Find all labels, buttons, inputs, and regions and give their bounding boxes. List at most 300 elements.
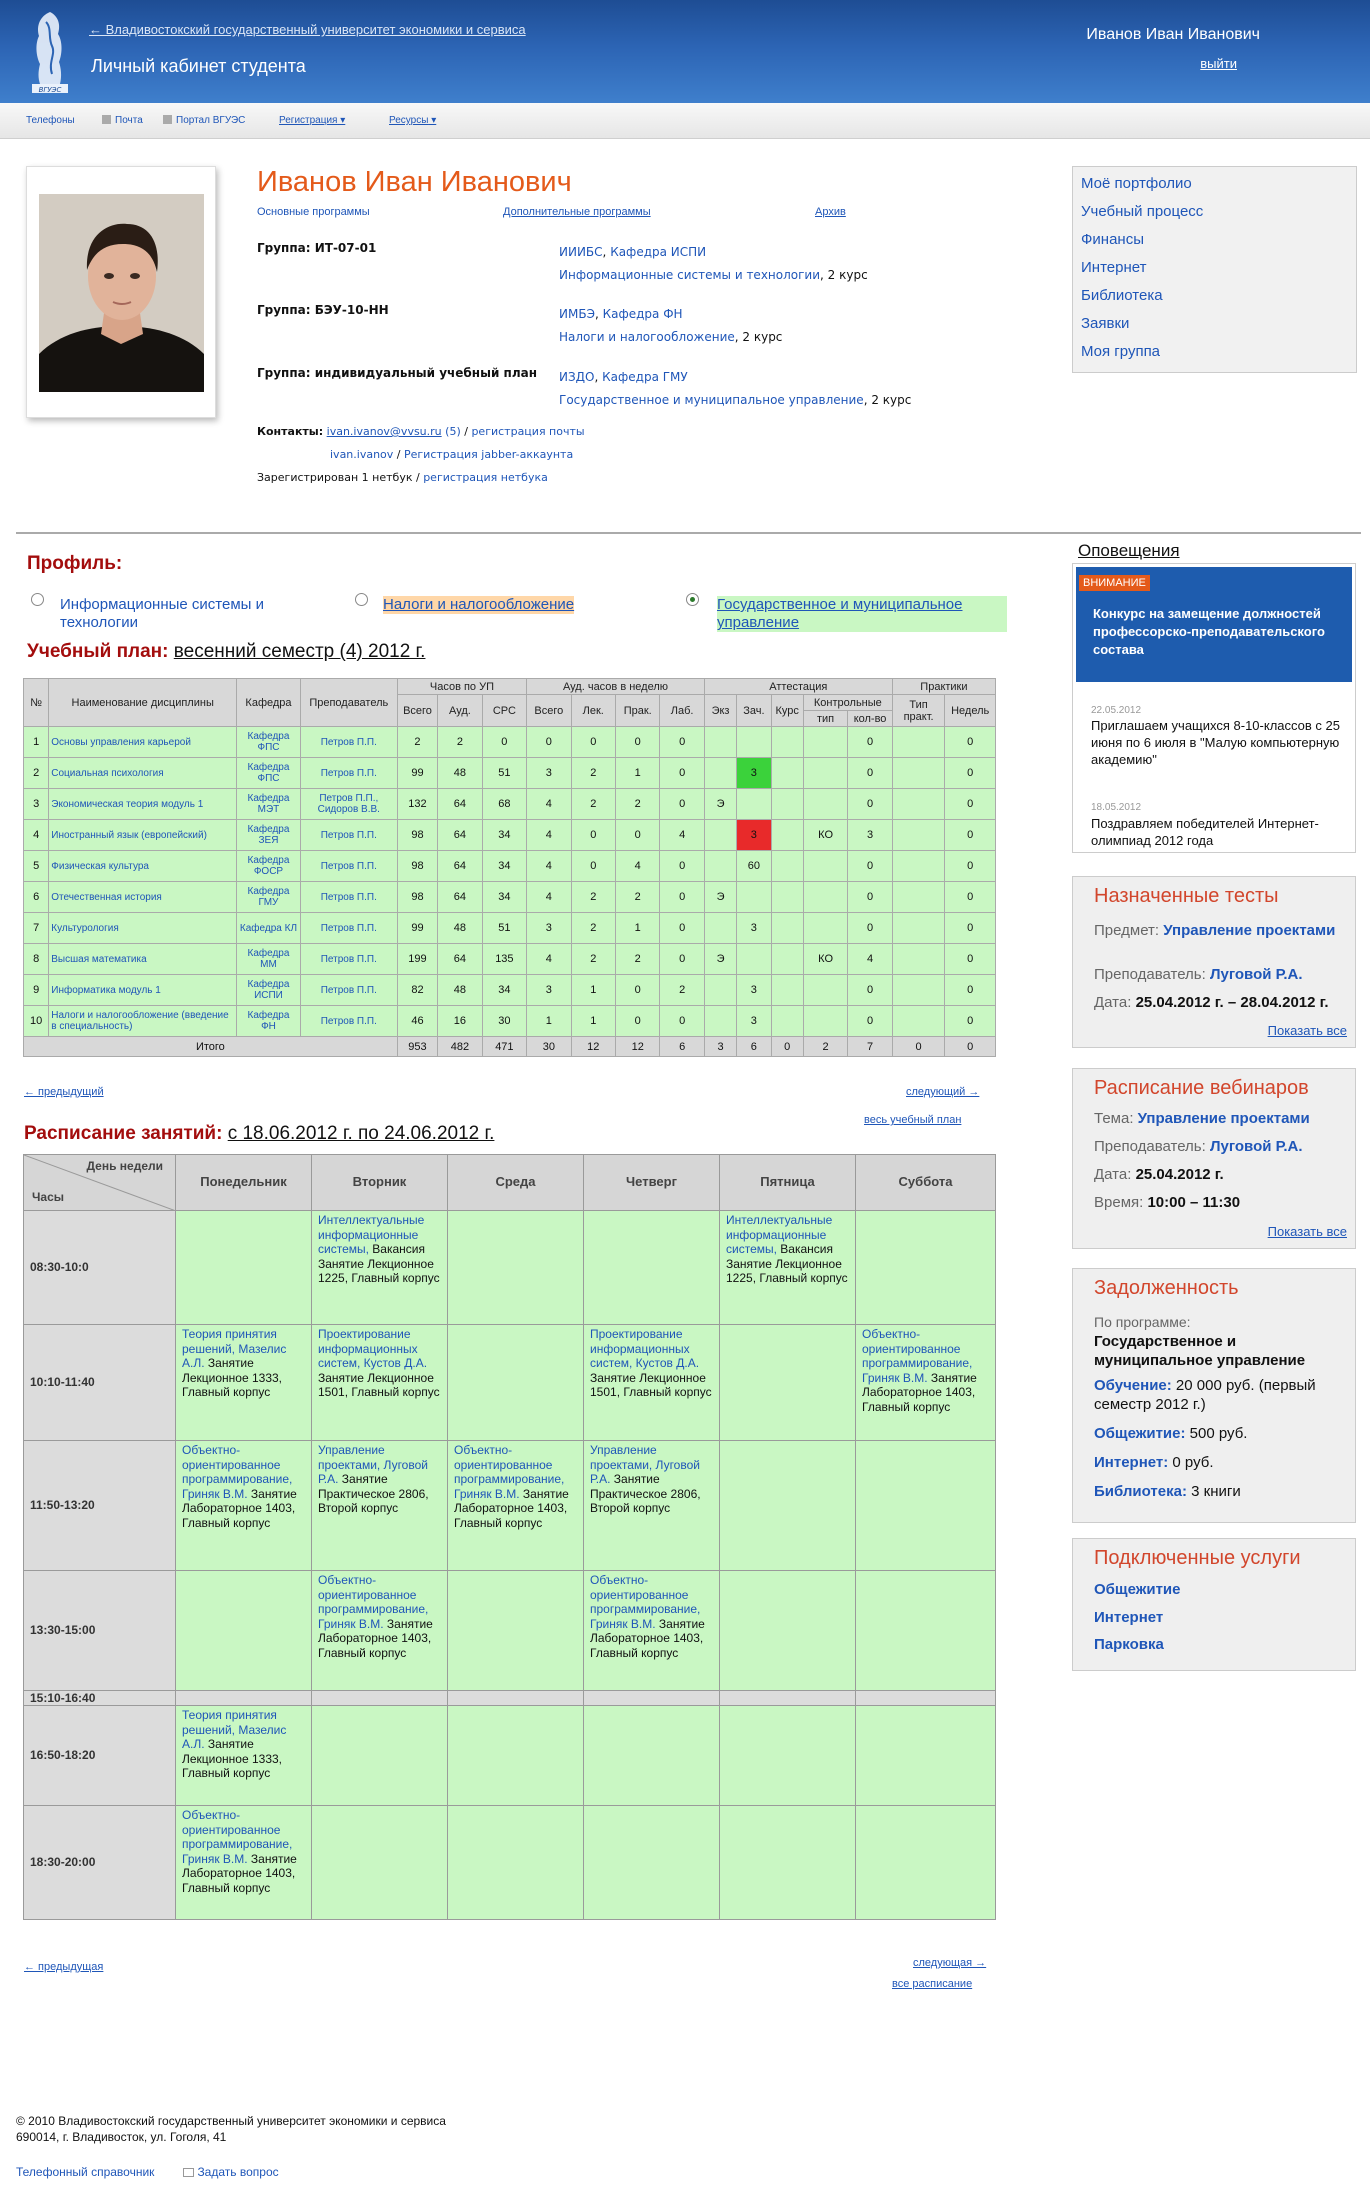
notification-featured-text: Конкурс на замещение должностей профессорско-преподавательского состава [1093, 606, 1325, 657]
profile-radio-1[interactable] [31, 593, 44, 606]
profile-radio-3[interactable] [686, 593, 699, 606]
lesson-subject[interactable]: Проектирование информационных систем, Кустов Д.А. [318, 1327, 428, 1370]
plan-cell: 64 [438, 882, 482, 913]
col-teacher: Преподаватель [300, 679, 397, 727]
schedule-title: Расписание занятий: с 18.06.2012 г. по 24.06.2012 г. [24, 1123, 495, 1144]
plan-cell: 51 [482, 913, 526, 944]
plan-cell: 2 [660, 975, 704, 1006]
student-photo-frame [26, 166, 216, 418]
plan-cell: 0 [848, 727, 893, 758]
lesson-details: Занятие Лекционное 1333, Главный корпус [182, 1737, 283, 1780]
plan-total-cell: 482 [438, 1037, 482, 1057]
plan-cell: 3 [737, 1006, 771, 1037]
group-label-3: Группа: индивидуальный учебный план [257, 366, 538, 380]
col-name: Наименование дисциплины [49, 679, 237, 727]
webinar-teacher-link[interactable]: Луговой Р.А. [1209, 1138, 1303, 1155]
nav-portal[interactable]: Портал ВГУЭС [163, 115, 245, 126]
plan-cell: 64 [438, 820, 482, 851]
service-parking[interactable]: Парковка [1094, 1636, 1164, 1653]
schedule-cell [448, 1211, 584, 1325]
plan-cell: 64 [438, 851, 482, 882]
schedule-next-link[interactable]: следующая → [913, 1957, 987, 1969]
plan-cell: 8 [24, 944, 49, 975]
lesson-details: Занятие Лабораторное 1403, Главный корпус [590, 1616, 705, 1660]
schedule-cell[interactable] [312, 1325, 448, 1441]
plan-all-link[interactable]: весь учебный план [864, 1114, 962, 1126]
plan-cell: 0 [945, 944, 996, 975]
webinars-widget [1072, 1068, 1356, 1249]
notifications-panel [1072, 563, 1356, 853]
dept-link[interactable]: Кафедра ФОСР [237, 851, 301, 882]
webinars-show-all[interactable]: Показать все [1267, 1224, 1347, 1239]
dept-link-3[interactable]: Кафедра ГМУ [602, 370, 688, 384]
group-label-2: Группа: БЭУ-10-НН [257, 303, 389, 317]
plan-cell [737, 944, 771, 975]
tests-subject-link[interactable]: Управление проектами [1163, 922, 1336, 939]
program-link-3[interactable]: Государственное и муниципальное управление [559, 393, 864, 407]
plan-cell: Э [704, 944, 736, 975]
dept-link[interactable]: Кафедра КЛ [237, 913, 301, 944]
day-saturday: Суббота [856, 1155, 996, 1211]
dept-link[interactable]: Кафедра ФПС [237, 758, 301, 789]
plan-cell: 0 [945, 758, 996, 789]
plan-total-cell: 30 [527, 1037, 571, 1057]
plan-row [24, 789, 996, 820]
plan-cell: 48 [438, 975, 482, 1006]
plan-cell [803, 1006, 847, 1037]
col-ekz: Экз [704, 695, 736, 727]
plan-cell: 46 [397, 1006, 437, 1037]
plan-cell: 3 [848, 820, 893, 851]
dept-link[interactable]: Кафедра ИСПИ [237, 975, 301, 1006]
tab-extra-programs[interactable]: Дополнительные программы [503, 206, 651, 218]
dept-link[interactable]: Кафедра ГМУ [237, 882, 301, 913]
university-logo [26, 8, 74, 94]
schedule-cell[interactable] [720, 1211, 856, 1325]
study-plan-table [23, 678, 996, 1057]
plan-cell: 34 [482, 851, 526, 882]
lesson-subject[interactable]: Теория принятия решений, Мазелис А.Л. [182, 1327, 287, 1370]
schedule-cell[interactable] [584, 1571, 720, 1691]
lesson-details: Вакансия Занятие Лекционное 1225, Главный корпус [726, 1242, 848, 1285]
discipline-link[interactable]: Информатика модуль 1 [49, 975, 237, 1006]
plan-cell [704, 851, 736, 882]
schedule-corner: День недели Часы [24, 1155, 176, 1211]
notifications-title[interactable]: Оповещения [1078, 541, 1180, 560]
top-nav [0, 103, 1370, 139]
profile-option-1[interactable]: Информационные системы и технологии [60, 596, 264, 631]
schedule-cell[interactable] [584, 1325, 720, 1441]
tab-archive[interactable]: Архив [815, 206, 846, 218]
lesson-subject[interactable]: Интеллектуальные информационные системы, [318, 1213, 425, 1256]
plan-row [24, 1006, 996, 1037]
schedule-break-cell [584, 1691, 720, 1706]
schedule-cell[interactable] [176, 1806, 312, 1920]
schedule-cell[interactable] [856, 1325, 996, 1441]
notification-text[interactable]: Приглашаем учащихся 8-10-классов с 25 июня по 6 июля в "Малую компьютерную академию" [1091, 718, 1340, 767]
lesson-details: Занятие Лекционное 1501, Главный корпус [590, 1370, 712, 1399]
plan-title: Учебный план: весенний семестр (4) 2012 г. [27, 641, 426, 662]
dept-link-2[interactable]: Кафедра ФН [602, 307, 683, 321]
plan-cell [771, 727, 803, 758]
plan-cell [771, 1006, 803, 1037]
webinar-date: Дата: 25.04.2012 г. [1094, 1166, 1224, 1183]
plan-cell: 0 [615, 820, 659, 851]
plan-prev-link[interactable]: ← предыдущий [24, 1086, 104, 1098]
schedule-cell [176, 1211, 312, 1325]
lesson-details: Занятие Лабораторное 1403, Главный корпус [182, 1486, 297, 1530]
schedule-cell[interactable] [312, 1441, 448, 1571]
plan-cell [803, 882, 847, 913]
plan-cell: 4 [527, 851, 571, 882]
schedule-prev-link[interactable]: ← предыдущая [24, 1961, 104, 1973]
plan-cell [892, 975, 945, 1006]
lesson-subject[interactable]: Проектирование информационных систем, Кустов Д.А. [590, 1327, 700, 1370]
plan-cell: 4 [527, 944, 571, 975]
schedule-cell[interactable] [176, 1325, 312, 1441]
plan-cell [771, 758, 803, 789]
plan-cell [803, 789, 847, 820]
col-weeks: Недель [945, 695, 996, 727]
lesson-details: Занятие Лабораторное 1403, Главный корпус [182, 1851, 297, 1895]
footer-copyright: © 2010 Владивостокский государственный университет экономики и сервиса 690014, г. Владивосток, ул. Гоголя, 41 [16, 2114, 446, 2144]
portal-icon [163, 115, 172, 124]
plan-cell: 48 [438, 913, 482, 944]
plan-cell [771, 820, 803, 851]
plan-cell: 2 [615, 789, 659, 820]
plan-cell: 0 [660, 727, 704, 758]
plan-cell: 1 [24, 727, 49, 758]
tests-teacher-link[interactable]: Луговой Р.А. [1209, 966, 1303, 983]
plan-total-cell: 6 [660, 1037, 704, 1057]
day-monday: Понедельник [176, 1155, 312, 1211]
site-header [0, 0, 1370, 103]
svg-text:ВГУЭС: ВГУЭС [38, 86, 62, 94]
profile-radio-2[interactable] [355, 593, 368, 606]
cabinet-title: Личный кабинет студента [91, 56, 306, 76]
col-zach: Зач. [737, 695, 771, 727]
lesson-details: Занятие Практическое 2806, Второй корпус [318, 1472, 429, 1515]
inst-link-2[interactable]: ИМБЭ [559, 307, 595, 321]
dept-link[interactable]: Кафедра ФПС [237, 727, 301, 758]
plan-cell: 2 [571, 913, 615, 944]
webinar-theme: Тема: Управление проектами [1094, 1110, 1310, 1127]
discipline-link[interactable]: Физическая культура [49, 851, 237, 882]
plan-cell: 99 [397, 913, 437, 944]
plan-cell: 1 [615, 758, 659, 789]
email-link[interactable]: ivan.ivanov@vvsu.ru [326, 425, 442, 438]
lesson-subject[interactable]: Интеллектуальные информационные системы, [726, 1213, 833, 1256]
plan-cell: 2 [571, 758, 615, 789]
plan-row [24, 944, 996, 975]
day-wednesday: Среда [448, 1155, 584, 1211]
lesson-details: Занятие Лабораторное 1403, Главный корпус [318, 1616, 433, 1660]
col-practice: Практики [892, 679, 995, 695]
plan-cell: 4 [527, 789, 571, 820]
debt-title: Задолженность [1094, 1277, 1239, 1299]
col-total: Всего [397, 695, 437, 727]
day-tuesday: Вторник [312, 1155, 448, 1211]
plan-cell: 0 [571, 727, 615, 758]
plan-cell [704, 1006, 736, 1037]
col-num: № [24, 679, 49, 727]
plan-cell: 1 [615, 913, 659, 944]
plan-cell: 0 [848, 882, 893, 913]
col-kol: кол-во [848, 711, 893, 727]
lesson-subject[interactable]: Объектно-ориентированное программирование, Гриняк В.М. [862, 1327, 973, 1385]
discipline-link[interactable]: Иностранный язык (европейский) [49, 820, 237, 851]
col-kurs: Курс [771, 695, 803, 727]
teacher-link[interactable]: Петров П.П. [300, 758, 397, 789]
plan-cell: 0 [660, 913, 704, 944]
plan-cell [704, 727, 736, 758]
inst-link-1[interactable]: ИИИБС [559, 245, 603, 259]
plan-cell: 199 [397, 944, 437, 975]
plan-cell: 3 [737, 820, 771, 851]
teacher-link[interactable]: Петров П.П., Сидоров В.В. [300, 789, 397, 820]
discipline-link[interactable]: Экономическая теория модуль 1 [49, 789, 237, 820]
menu-portfolio[interactable]: Моё портфолио [1081, 175, 1192, 192]
nav-phones[interactable]: Телефоны [26, 115, 75, 126]
plan-cell: 0 [615, 1006, 659, 1037]
debt-library: Библиотека: 3 книги [1094, 1483, 1241, 1500]
plan-cell [704, 913, 736, 944]
teacher-link[interactable]: Петров П.П. [300, 851, 397, 882]
plan-cell: 0 [945, 975, 996, 1006]
menu-library[interactable]: Библиотека [1081, 287, 1163, 304]
lesson-subject[interactable]: Объектно-ориентированное программирование, Гриняк В.М. [454, 1443, 565, 1501]
schedule-cell [720, 1806, 856, 1920]
plan-cell [892, 1006, 945, 1037]
lesson-subject[interactable]: Управление проектами, Луговой Р.А. [318, 1443, 428, 1486]
schedule-cell[interactable] [176, 1441, 312, 1571]
service-dorm[interactable]: Общежитие [1094, 1581, 1181, 1598]
plan-cell: 4 [660, 820, 704, 851]
side-menu [1072, 166, 1357, 373]
schedule-all-link[interactable]: все расписание [892, 1978, 973, 1990]
discipline-link[interactable]: Отечественная история [49, 882, 237, 913]
plan-cell: 0 [527, 727, 571, 758]
schedule-break-cell [856, 1691, 996, 1706]
plan-cell: 98 [397, 820, 437, 851]
inst-link-3[interactable]: ИЗДО [559, 370, 595, 384]
plan-cell: 2 [571, 789, 615, 820]
plan-next-link[interactable]: следующий → [906, 1086, 980, 1098]
notification-text[interactable]: Поздравляем победителей Интернет-олимпиад 2012 года [1091, 816, 1319, 848]
lesson-subject[interactable]: Теория принятия решений, Мазелис А.Л. [182, 1708, 287, 1751]
plan-cell: 135 [482, 944, 526, 975]
tests-date: Дата: 25.04.2012 г. – 28.04.2012 г. [1094, 994, 1329, 1011]
col-srs: СРС [482, 695, 526, 727]
lesson-subject[interactable]: Объектно-ориентированное программирование, Гриняк В.М. [182, 1808, 293, 1866]
plan-total-cell: 6 [737, 1037, 771, 1057]
plan-cell: 51 [482, 758, 526, 789]
plan-cell [803, 975, 847, 1006]
discipline-link[interactable]: Культурология [49, 913, 237, 944]
plan-cell: 0 [848, 913, 893, 944]
plan-cell: 98 [397, 851, 437, 882]
jabber-registration-link[interactable]: Регистрация jabber-аккаунта [404, 448, 574, 461]
teacher-link[interactable]: Петров П.П. [300, 1006, 397, 1037]
tests-show-all[interactable]: Показать все [1267, 1023, 1347, 1038]
schedule-break-cell [312, 1691, 448, 1706]
plan-cell: 2 [571, 944, 615, 975]
plan-cell [892, 820, 945, 851]
schedule-cell [312, 1706, 448, 1806]
plan-cell: КО [803, 820, 847, 851]
plan-cell: 34 [482, 882, 526, 913]
schedule-cell [584, 1211, 720, 1325]
notification-featured[interactable] [1076, 567, 1352, 682]
plan-cell: 0 [945, 1006, 996, 1037]
debt-widget [1072, 1268, 1356, 1523]
plan-cell: 3 [527, 913, 571, 944]
logout-link[interactable]: выйти [1200, 56, 1237, 71]
plan-cell: 0 [848, 975, 893, 1006]
teacher-link[interactable]: Петров П.П. [300, 913, 397, 944]
plan-cell [892, 944, 945, 975]
plan-cell: Э [704, 789, 736, 820]
discipline-link[interactable]: Высшая математика [49, 944, 237, 975]
dept-link[interactable]: Кафедра ЗЕЯ [237, 820, 301, 851]
program-link-1[interactable]: Информационные системы и технологии [559, 268, 821, 282]
col-dept: Кафедра [237, 679, 301, 727]
col-attestation: Аттестация [704, 679, 892, 695]
plan-cell [771, 944, 803, 975]
nav-mail[interactable]: Почта [102, 115, 143, 126]
schedule-cell [176, 1571, 312, 1691]
plan-cell: 0 [615, 727, 659, 758]
nav-resources[interactable]: Ресурсы ▾ [389, 115, 437, 126]
col-aud: Ауд. [438, 695, 482, 727]
plan-cell: 2 [615, 944, 659, 975]
teacher-link[interactable]: Петров П.П. [300, 975, 397, 1006]
plan-cell: 1 [527, 1006, 571, 1037]
plan-cell [737, 727, 771, 758]
plan-cell: 30 [482, 1006, 526, 1037]
debt-study: Обучение: 20 000 руб. (первый семестр 2012 г.) [1094, 1377, 1316, 1413]
dept-link-1[interactable]: Кафедра ИСПИ [610, 245, 707, 259]
program-link-2[interactable]: Налоги и налогообложение [559, 330, 735, 344]
profile-option-2[interactable]: Налоги и налогообложение [383, 596, 575, 613]
menu-requests[interactable]: Заявки [1081, 315, 1130, 332]
jabber-link[interactable]: ivan.ivanov [330, 448, 394, 461]
schedule-cell [448, 1706, 584, 1806]
plan-cell: 2 [397, 727, 437, 758]
debt-dorm: Общежитие: 500 руб. [1094, 1425, 1248, 1442]
plan-cell: 0 [571, 851, 615, 882]
webinar-theme-link[interactable]: Управление проектами [1137, 1110, 1310, 1127]
debt-internet: Интернет: 0 руб. [1094, 1454, 1214, 1471]
service-internet[interactable]: Интернет [1094, 1609, 1164, 1626]
schedule-row [24, 1325, 996, 1441]
schedule-cell[interactable] [312, 1571, 448, 1691]
plan-cell: 4 [527, 820, 571, 851]
plan-cell: 0 [660, 1006, 704, 1037]
netbook-registration-link[interactable]: регистрация нетбука [423, 471, 548, 484]
col-ptip: Тип практ. [892, 695, 945, 727]
teacher-link[interactable]: Петров П.П. [300, 727, 397, 758]
plan-cell: 0 [848, 758, 893, 789]
dept-link[interactable]: Кафедра ММ [237, 944, 301, 975]
plan-cell: 16 [438, 1006, 482, 1037]
university-home-link[interactable]: ← Владивостокский государственный университет экономики и сервиса [89, 22, 526, 37]
plan-cell: 1 [571, 975, 615, 1006]
menu-finance[interactable]: Финансы [1081, 231, 1144, 248]
day-thursday: Четверг [584, 1155, 720, 1211]
plan-cell: 5 [24, 851, 49, 882]
plan-cell: 0 [945, 851, 996, 882]
footer-links [16, 2165, 279, 2179]
plan-total-row [24, 1037, 996, 1057]
schedule-cell [720, 1571, 856, 1691]
plan-cell [704, 820, 736, 851]
tab-main-programs[interactable]: Основные программы [257, 206, 370, 218]
ask-question-link[interactable]: Задать вопрос [197, 2165, 279, 2179]
plan-cell: 2 [438, 727, 482, 758]
mail-registration-link[interactable]: регистрация почты [471, 425, 585, 438]
plan-cell: 0 [660, 851, 704, 882]
dept-link[interactable]: Кафедра ФН [237, 1006, 301, 1037]
menu-study[interactable]: Учебный процесс [1081, 203, 1204, 220]
schedule-cell[interactable] [176, 1706, 312, 1806]
plan-cell [771, 913, 803, 944]
notification-date: 22.05.2012 [1091, 705, 1142, 716]
teacher-link[interactable]: Петров П.П. [300, 944, 397, 975]
schedule-cell [856, 1211, 996, 1325]
teacher-link[interactable]: Петров П.П. [300, 882, 397, 913]
webinar-teacher: Преподаватель: Луговой Р.А. [1094, 1138, 1303, 1155]
lesson-subject[interactable]: Объектно-ориентированное программирование, Гриняк В.М. [182, 1443, 293, 1501]
schedule-cell[interactable] [584, 1441, 720, 1571]
lesson-subject[interactable]: Объектно-ориентированное программирование, Гриняк В.М. [318, 1573, 429, 1631]
discipline-link[interactable]: Основы управления карьерой [49, 727, 237, 758]
plan-row [24, 882, 996, 913]
plan-cell: 2 [615, 882, 659, 913]
discipline-link[interactable]: Налоги и налогообложение (введение в специальность) [49, 1006, 237, 1037]
phonebook-link[interactable]: Телефонный справочник [16, 2165, 155, 2179]
col-tip: тип [803, 711, 847, 727]
tests-widget [1072, 876, 1356, 1048]
plan-total-cell: 0 [771, 1037, 803, 1057]
menu-internet[interactable]: Интернет [1081, 259, 1147, 276]
email-count[interactable]: (5) [445, 425, 461, 438]
lesson-subject[interactable]: Управление проектами, Луговой Р.А. [590, 1443, 700, 1486]
lesson-subject[interactable]: Объектно-ориентированное программирование, Гриняк В.М. [590, 1573, 701, 1631]
dept-link[interactable]: Кафедра МЭТ [237, 789, 301, 820]
schedule-cell[interactable] [448, 1441, 584, 1571]
services-widget [1072, 1538, 1356, 1671]
plan-cell: 4 [24, 820, 49, 851]
plan-cell: 1 [571, 1006, 615, 1037]
schedule-table [23, 1154, 996, 1920]
profile-option-3[interactable]: Государственное и муниципальное управление [717, 596, 1007, 632]
schedule-cell[interactable] [312, 1211, 448, 1325]
plan-cell: 0 [945, 820, 996, 851]
plan-cell [803, 727, 847, 758]
notification-date: 18.05.2012 [1091, 802, 1142, 813]
schedule-cell [856, 1441, 996, 1571]
time-slot: 11:50-13:20 [24, 1441, 176, 1571]
plan-cell: 3 [737, 913, 771, 944]
discipline-link[interactable]: Социальная психология [49, 758, 237, 789]
teacher-link[interactable]: Петров П.П. [300, 820, 397, 851]
group-info-2: ИМБЭ, Кафедра ФН Налоги и налогообложение, 2 курс [559, 307, 783, 344]
plan-cell [892, 851, 945, 882]
nav-registration[interactable]: Регистрация ▾ [279, 115, 346, 126]
group-info-1: ИИИБС, Кафедра ИСПИ Информационные системы и технологии, 2 курс [559, 245, 868, 282]
menu-my-group[interactable]: Моя группа [1081, 343, 1161, 360]
